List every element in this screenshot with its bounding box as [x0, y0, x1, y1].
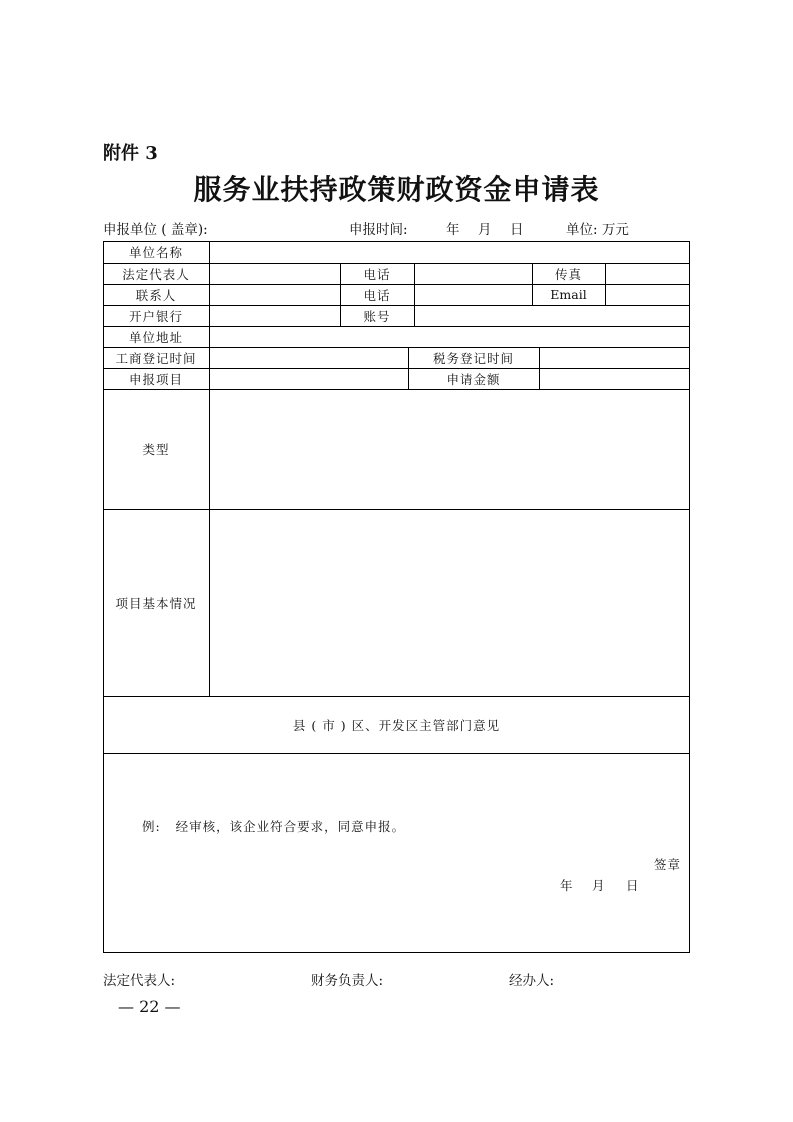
tax-reg-time-field[interactable] — [539, 347, 690, 368]
row-divider — [103, 753, 690, 754]
tax-reg-time-label: 税务登记时间 — [432, 350, 514, 366]
example-opinion-text: 例: 经审核，该企业符合要求，同意申报。 — [142, 819, 406, 834]
page-number: — 22 — — [118, 997, 181, 1016]
form-title: 服务业扶持政策财政资金申请表 — [193, 173, 600, 206]
contact-phone-label: 电话 — [363, 287, 391, 303]
apply-project-label: 申报项目 — [128, 371, 183, 387]
contact-phone-field[interactable] — [414, 284, 532, 305]
apply-amount-field[interactable] — [539, 368, 690, 389]
header-day: 日 — [510, 222, 524, 238]
footer-finance-head: 财务负责人: — [311, 973, 384, 989]
business-reg-time-label: 工商登记时间 — [115, 350, 197, 366]
type-field[interactable] — [209, 389, 690, 509]
phone-field[interactable] — [414, 263, 532, 284]
sign-month: 月 — [592, 878, 605, 893]
address-label: 单位地址 — [128, 329, 183, 345]
project-info-field[interactable] — [209, 509, 690, 696]
seal-label: 签章 — [654, 857, 682, 872]
fax-label: 传真 — [554, 266, 582, 282]
attachment-label: 附件 3 — [103, 143, 158, 164]
email-label: Email — [550, 287, 587, 302]
business-reg-time-field[interactable] — [209, 347, 408, 368]
applicant-unit-label: 申报单位 ( 盖章): — [103, 222, 208, 238]
address-field[interactable] — [209, 326, 690, 347]
apply-amount-label: 申请金额 — [446, 371, 501, 387]
project-info-label: 项目基本情况 — [115, 595, 197, 611]
phone-label: 电话 — [363, 266, 391, 282]
sign-year: 年 — [560, 878, 573, 893]
header-month: 月 — [478, 222, 492, 238]
type-label: 类型 — [142, 442, 170, 457]
bank-field[interactable] — [209, 305, 340, 326]
unit-name-field[interactable] — [209, 241, 690, 263]
fax-field[interactable] — [605, 263, 690, 284]
sign-day: 日 — [626, 878, 639, 893]
header-year: 年 — [446, 222, 460, 238]
contact-field[interactable] — [209, 284, 340, 305]
email-field[interactable] — [605, 284, 690, 305]
contact-label: 联系人 — [135, 287, 177, 303]
account-field[interactable] — [414, 305, 690, 326]
unit-name-label: 单位名称 — [128, 245, 183, 260]
apply-project-field[interactable] — [209, 368, 408, 389]
amount-unit-label: 单位: 万元 — [566, 222, 629, 238]
county-opinion-heading: 县 ( 市 ) 区、开发区主管部门意见 — [292, 717, 501, 733]
legal-rep-field[interactable] — [209, 263, 340, 284]
legal-rep-label: 法定代表人 — [122, 266, 190, 282]
bank-label: 开户银行 — [128, 308, 183, 324]
apply-time-label: 申报时间: — [349, 222, 408, 238]
footer-legal-rep: 法定代表人: — [103, 973, 176, 989]
account-label: 账号 — [363, 308, 391, 324]
footer-handler: 经办人: — [509, 973, 555, 989]
